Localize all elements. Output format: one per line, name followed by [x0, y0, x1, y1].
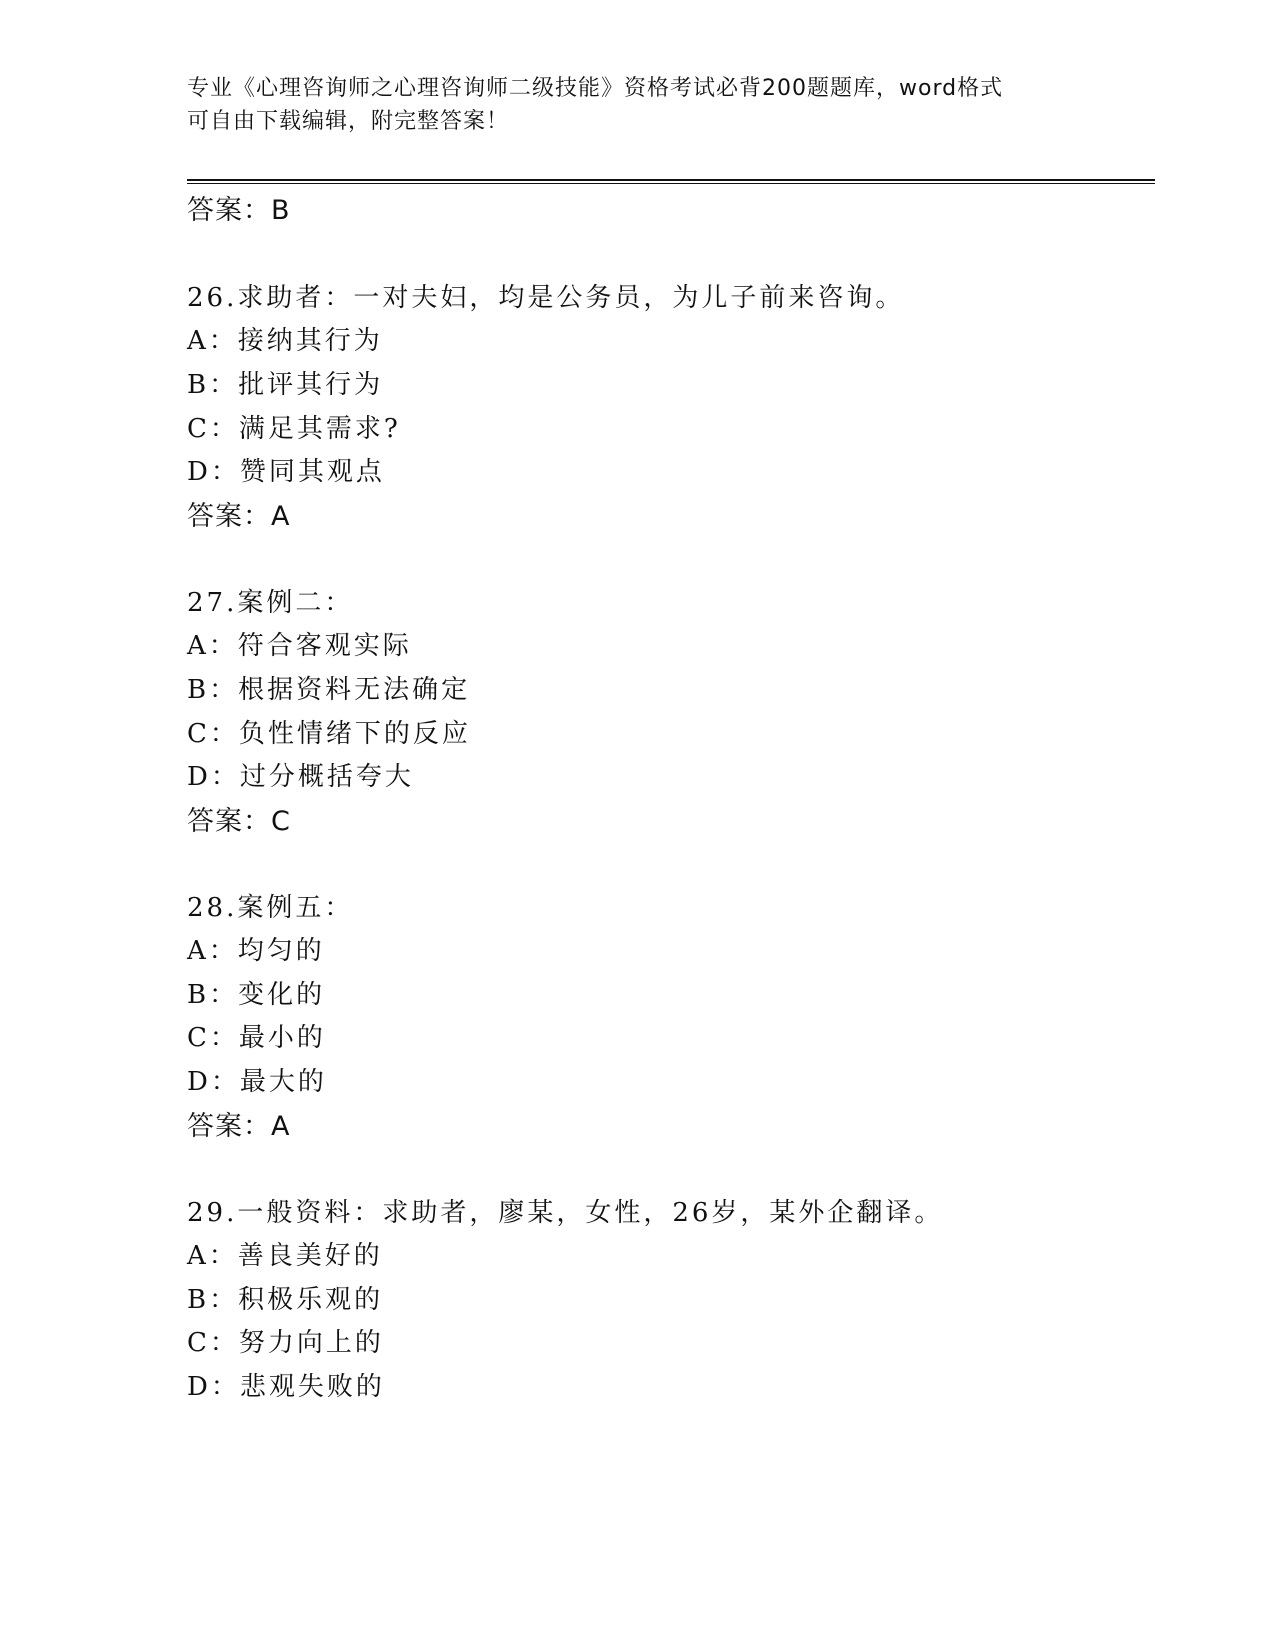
answer-line: 答案：A	[187, 501, 291, 532]
option-b: B：积极乐观的	[187, 1285, 384, 1315]
question-stem: 28.案例五：	[187, 893, 354, 923]
answer-line: 答案：B	[187, 195, 291, 226]
option-c: C：努力向上的	[187, 1328, 384, 1358]
header-divider-thick	[187, 179, 1155, 181]
option-d: D：过分概括夸大	[187, 762, 414, 792]
option-d: D：最大的	[187, 1067, 327, 1097]
option-b: B：变化的	[187, 980, 326, 1010]
answer-line: 答案：A	[187, 1111, 291, 1142]
question-stem: 29.一般资料：求助者，廖某，女性，26岁，某外企翻译。	[187, 1198, 944, 1228]
option-b: B：批评其行为	[187, 370, 384, 400]
header-title-line-1: 专业《心理咨询师之心理咨询师二级技能》资格考试必背200题题库，word格式	[187, 76, 1004, 101]
question-stem: 27.案例二：	[187, 588, 354, 618]
option-a: A：符合客观实际	[187, 631, 412, 661]
option-a: A：接纳其行为	[187, 326, 383, 356]
option-c: C：最小的	[187, 1023, 326, 1053]
option-c: C：负性情绪下的反应	[187, 719, 471, 749]
header-title-line-2: 可自由下载编辑，附完整答案！	[187, 109, 510, 134]
question-stem: 26.求助者：一对夫妇，均是公务员，为儿子前来咨询。	[187, 283, 905, 313]
option-a: A：均匀的	[187, 936, 325, 966]
option-d: D：赞同其观点	[187, 457, 385, 487]
option-d: D：悲观失败的	[187, 1372, 385, 1402]
option-b: B：根据资料无法确定	[187, 675, 471, 705]
header-divider-thin	[187, 183, 1155, 184]
answer-line: 答案：C	[187, 806, 291, 837]
document-header	[187, 72, 1087, 138]
option-a: A：善良美好的	[187, 1241, 383, 1271]
option-c: C：满足其需求?	[187, 414, 401, 444]
